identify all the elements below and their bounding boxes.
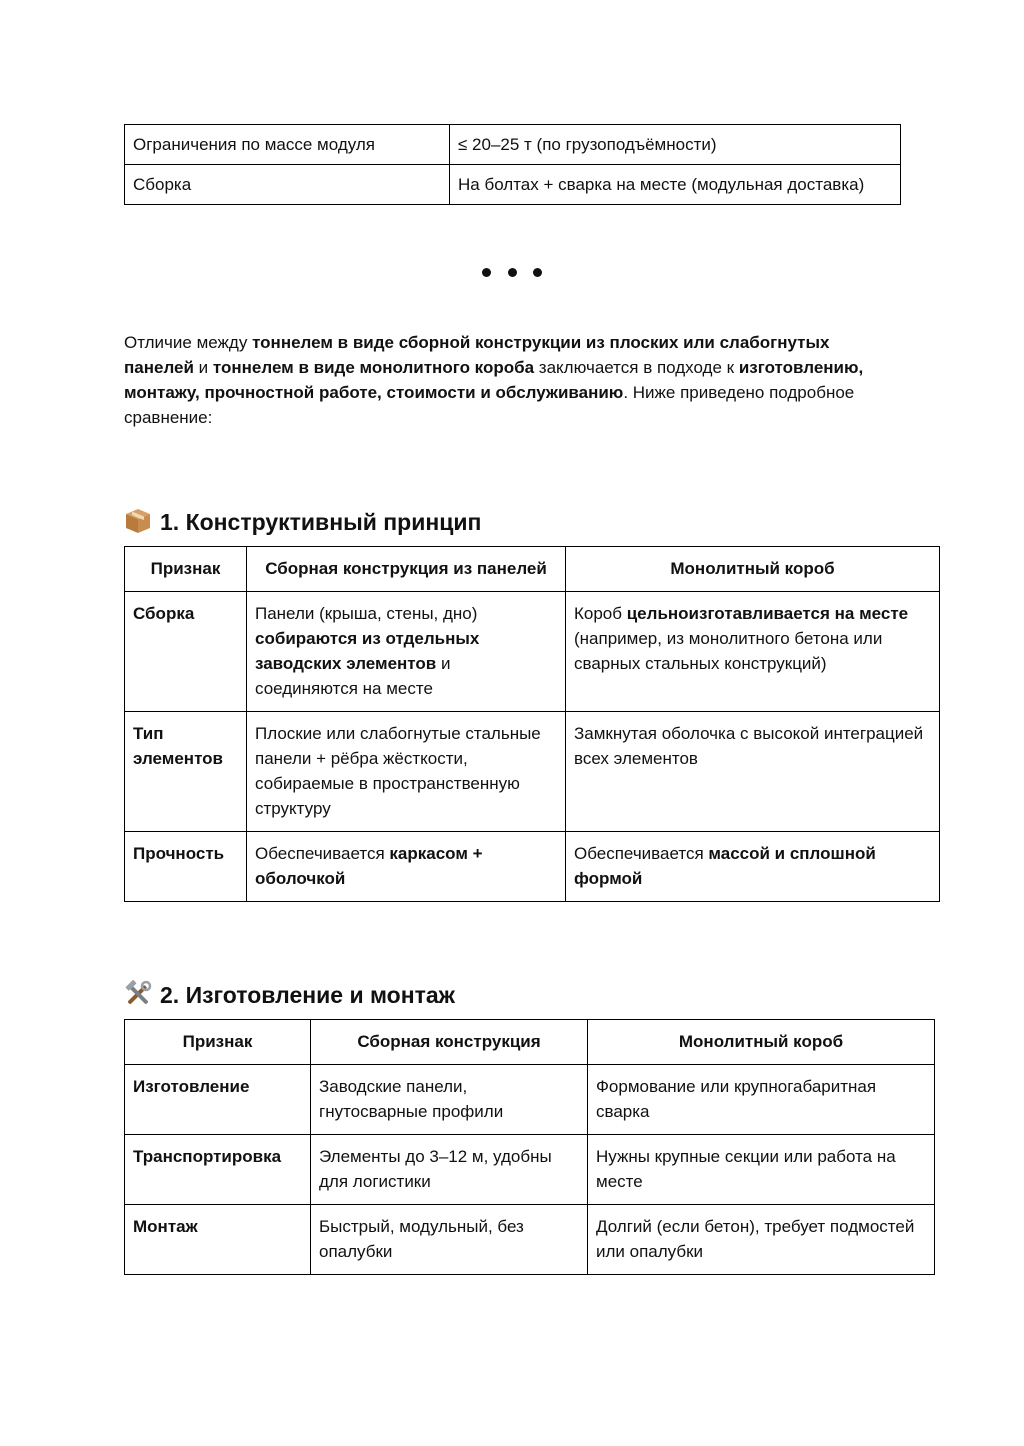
section-separator <box>482 264 542 280</box>
table-cell: Заводские панели, гнутосварные профили <box>311 1065 588 1135</box>
section-heading: 1. Конструктивный принцип <box>124 507 481 537</box>
row-key: Прочность <box>125 832 247 902</box>
column-header: Сборная конструкция <box>311 1020 588 1065</box>
package-icon <box>124 507 152 535</box>
table-row <box>125 1065 935 1135</box>
column-header: Монолитный короб <box>566 547 940 592</box>
separator-dot <box>533 268 542 277</box>
table-row <box>125 125 901 165</box>
top-specs-table <box>124 124 901 205</box>
table-row <box>125 1135 935 1205</box>
table-cell: Сборка <box>125 165 450 205</box>
table-cell: Долгий (если бетон), требует подмостей или опалубки <box>588 1205 935 1275</box>
table-cell: Обеспечивается каркасом + оболочкой <box>247 832 566 902</box>
table-row <box>125 832 940 902</box>
intro-paragraph: Отличие между тоннелем в виде сборной конструкции из плоских или слабогнутых панелей и тоннелем в виде монолитного короба заключается в подходе к изготовлению, монтажу, прочностной работе, стоимости и обслуживанию. Ниже приведено подробное сравнение: <box>124 333 864 427</box>
table-row <box>125 165 901 205</box>
row-key: Тип элементов <box>125 712 247 832</box>
table-cell: Ограничения по массе модуля <box>125 125 450 165</box>
separator-dot <box>482 268 491 277</box>
table-cell: Короб цельноизготавливается на месте (например, из монолитного бетона или сварных стальных конструкций) <box>566 592 940 712</box>
table-cell: Панели (крыша, стены, дно) собираются из отдельных заводских элементов и соединяются на месте <box>247 592 566 712</box>
table-cell: На болтах + сварка на месте (модульная доставка) <box>450 165 901 205</box>
table-row <box>125 712 940 832</box>
column-header: Признак <box>125 1020 311 1065</box>
table-row <box>125 1205 935 1275</box>
tools-icon <box>124 980 152 1008</box>
table-cell: Обеспечивается массой и сплошной формой <box>566 832 940 902</box>
section-heading: 2. Изготовление и монтаж <box>124 980 455 1010</box>
table-cell: Быстрый, модульный, без опалубки <box>311 1205 588 1275</box>
column-header: Монолитный короб <box>588 1020 935 1065</box>
table-row <box>125 592 940 712</box>
table-header-row <box>125 547 940 592</box>
table-cell: Нужны крупные секции или работа на месте <box>588 1135 935 1205</box>
row-key: Сборка <box>125 592 247 712</box>
row-key: Монтаж <box>125 1205 311 1275</box>
row-key: Транспортировка <box>125 1135 311 1205</box>
construction-principle-table <box>124 546 940 902</box>
column-header: Сборная конструкция из панелей <box>247 547 566 592</box>
column-header: Признак <box>125 547 247 592</box>
table-header-row <box>125 1020 935 1065</box>
table-cell: Плоские или слабогнутые стальные панели + рёбра жёсткости, собираемые в пространственную структуру <box>247 712 566 832</box>
table-cell: ≤ 20–25 т (по грузоподъёмности) <box>450 125 901 165</box>
table-cell: Формование или крупногабаритная сварка <box>588 1065 935 1135</box>
manufacturing-assembly-table <box>124 1019 935 1275</box>
table-cell: Замкнутая оболочка с высокой интеграцией всех элементов <box>566 712 940 832</box>
row-key: Изготовление <box>125 1065 311 1135</box>
separator-dot <box>508 268 517 277</box>
table-cell: Элементы до 3–12 м, удобны для логистики <box>311 1135 588 1205</box>
